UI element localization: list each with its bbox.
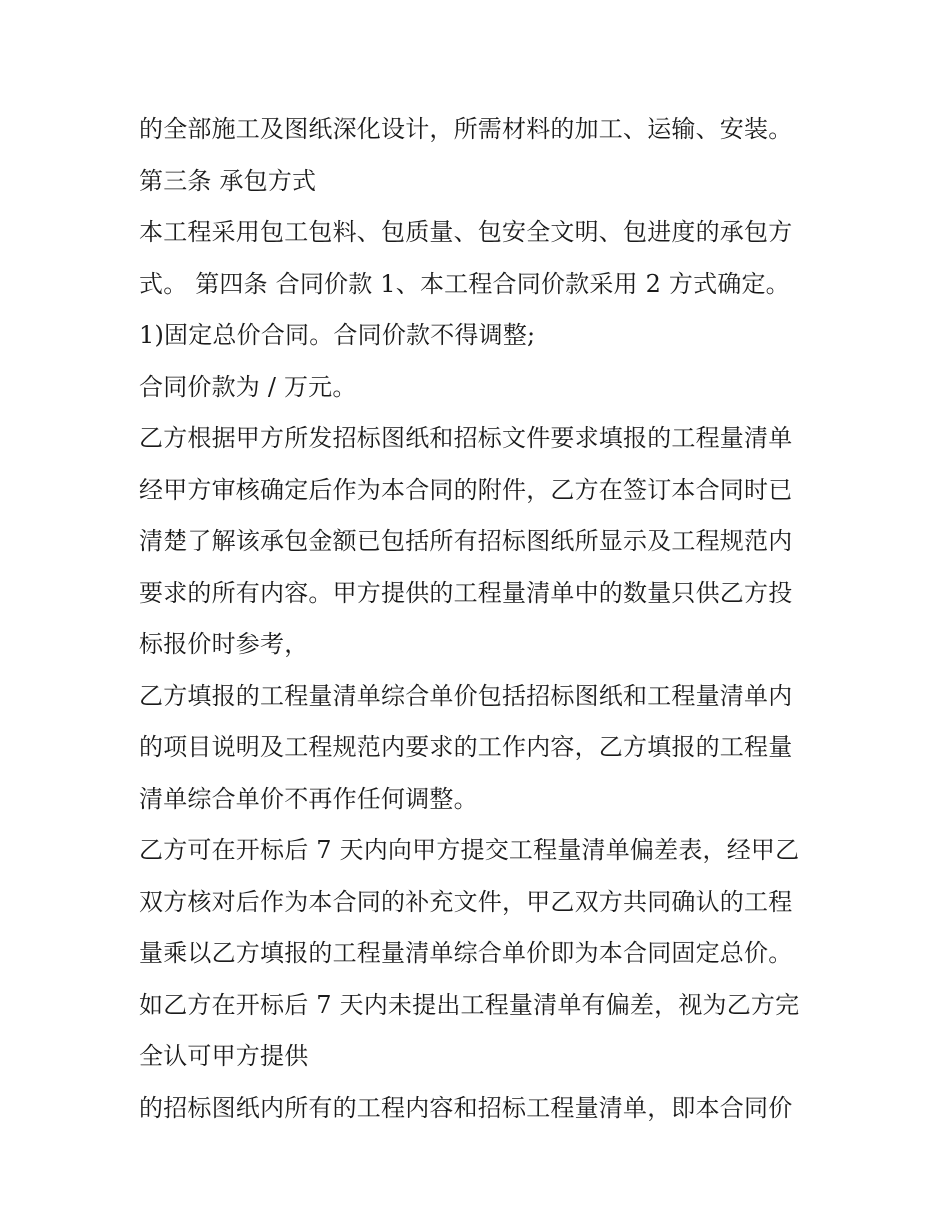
text-line: 的全部施工及图纸深化设计，所需材料的加工、运输、安装。 [139, 115, 793, 143]
text-line: 双方核对后作为本合同的补充文件，甲乙双方共同确认的工程 [139, 887, 793, 916]
text-line: 乙方填报的工程量清单综合单价包括招标图纸和工程量清单内 [139, 681, 793, 710]
text-line: 1)固定总价合同。合同价款不得调整; [139, 321, 536, 349]
text-line: 清楚了解该承包金额已包括所有招标图纸所显示及工程规范内 [139, 527, 793, 555]
text-line: 全认可甲方提供 [139, 1042, 309, 1070]
text-line: 的招标图纸内所有的工程内容和招标工程量清单，即本合同价 [139, 1093, 793, 1122]
text-line: 经甲方审核确定后作为本合同的附件，乙方在签订本合同时已 [139, 475, 793, 504]
text-line: 式。 第四条 合同价款 1、本工程合同价款采用 2 方式确定。 [139, 269, 790, 298]
section-heading: 第三条 承包方式 [139, 166, 317, 195]
text-line: 乙方可在开标后 7 天内向甲方提交工程量清单偏差表，经甲乙 [139, 836, 800, 864]
contract-text [139, 104, 829, 1134]
text-line: 要求的所有内容。甲方提供的工程量清单中的数量只供乙方投 [139, 578, 793, 607]
text-line: 如乙方在开标后 7 天内未提出工程量清单有偏差，视为乙方完 [139, 990, 800, 1019]
text-line: 本工程采用包工包料、包质量、包安全文明、包进度的承包方 [139, 218, 793, 246]
text-line: 清单综合单价不再作任何调整。 [139, 784, 478, 813]
text-line: 标报价时参考， [139, 630, 309, 658]
text-line: 的项目说明及工程规范内要求的工作内容，乙方填报的工程量 [139, 733, 793, 761]
text-line: 合同价款为 / 万元。 [139, 372, 357, 401]
text-line: 乙方根据甲方所发招标图纸和招标文件要求填报的工程量清单 [139, 424, 793, 452]
text-line: 量乘以乙方填报的工程量清单综合单价即为本合同固定总价。 [139, 939, 793, 967]
